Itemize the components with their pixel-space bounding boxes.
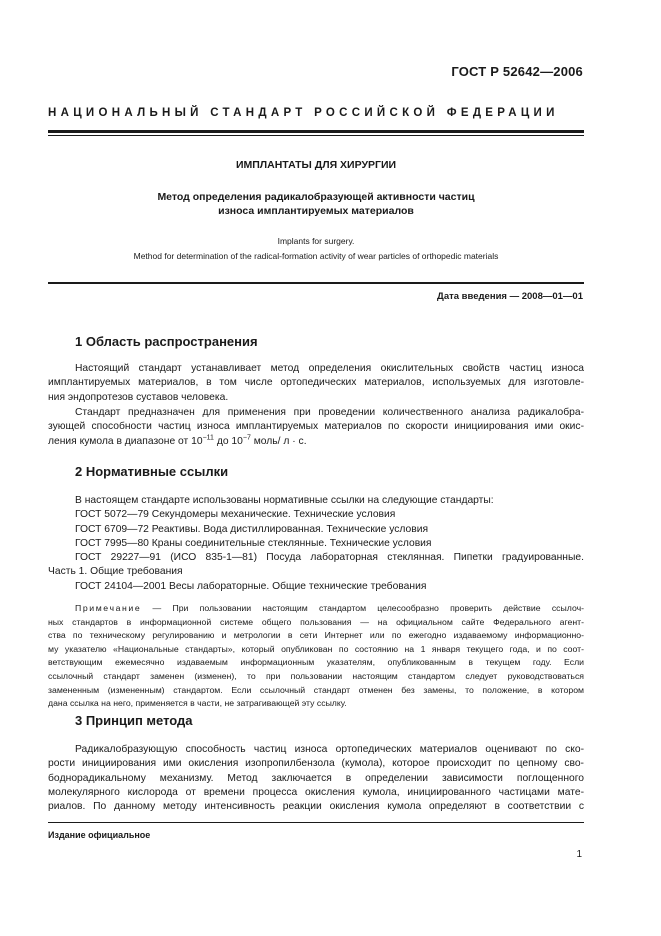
subtitle-line-2: износа имплантируемых материалов [218, 205, 414, 217]
section-2-references [48, 494, 584, 594]
text-line: Радикалобразующую способность частиц износа ортопедических материалов оценивают по ско- [75, 744, 584, 755]
reference-item: ГОСТ 6709—72 Реактивы. Вода дистиллированная. Технические условия [75, 523, 429, 535]
references-lead: В настоящем стандарте использованы нормативные ссылки на следующие стандарты: [75, 495, 494, 506]
standard-title-ru: ИМПЛАНТАТЫ ДЛЯ ХИРУРГИИ [235, 159, 397, 171]
page-number: 1 [576, 849, 582, 860]
range-text-b: до 10 [213, 435, 243, 447]
exponent-b: −7 [242, 434, 251, 442]
title-en-line-1: Implants for surgery. [277, 236, 355, 246]
exponent-a: −11 [202, 434, 214, 442]
note-line: замененным (измененным) стандартом. Если ссылочный стандарт отменен без замены, то положение, в котором [48, 684, 584, 695]
text-line [48, 435, 584, 449]
text-line: Стандарт предназначен для применения при проведении количественного анализа радикалобра- [75, 407, 584, 418]
section-1-paragraph-1 [48, 362, 584, 405]
text-line: зующей способности частиц износа имплантируемых материалов по скорости инициирования ими окис- [48, 421, 584, 433]
text-line: Настоящий стандарт устанавливает метод определения окислительных свойств частиц износа [75, 363, 584, 374]
reference-item: ГОСТ 24104—2001 Весы лабораторные. Общие технические требования [75, 580, 427, 592]
standard-subtitle-ru [48, 190, 584, 218]
text-line: имплантируемых материалов, в том числе ортопедических материалов, используемых для изготовле- [48, 377, 584, 389]
reference-item: ГОСТ 7995—80 Краны соединительные стеклянные. Технические условия [75, 537, 432, 549]
text-line: риалов. По данному методу интенсивность реакции окисления кумола определяют в соответствии с [48, 801, 584, 813]
reference-item: ГОСТ 5072—79 Секундомеры механические. Технические условия [75, 509, 396, 521]
references-note [48, 602, 584, 711]
section-2-heading: 2 Нормативные ссылки [75, 464, 229, 479]
title-rule [48, 282, 584, 284]
text-line: рости инициирования ими окисления изопропилбензола (кумола), которое происходит по цепному сво- [48, 758, 584, 770]
note-label: Примечание [75, 603, 142, 613]
text-line: бoдноpадикальному механизму. Метод заключается в определении зависимости поглощенного [48, 772, 584, 784]
note-line: ветствующим ежемесячно издаваемым информационным указателям, опубликованным в текущем году. Если [48, 657, 584, 668]
section-1-heading: 1 Область распространения [75, 334, 258, 349]
note-line: ссылочный стандарт заменен (изменен), то при пользовании настоящим стандартом следует руководствоваться [48, 670, 584, 681]
note-line [48, 602, 584, 616]
reference-item: ГОСТ 29227—91 (ИСО 835-1—81) Посуда лабораторная стеклянная. Пипетки градуированные. [75, 552, 584, 564]
note-line-text: — При пользовании настоящим стандартом целесообразно проверить действие ссылоч- [141, 603, 584, 613]
footer-rule [48, 822, 584, 823]
section-3-heading: 3 Принцип метода [75, 713, 193, 728]
subtitle-line-1: Метод определения радикалобразующей активности частиц [157, 191, 475, 203]
header-rule-thick [48, 130, 584, 133]
national-standard-title: НАЦИОНАЛЬНЫЙ СТАНДАРТ РОССИЙСКОЙ ФЕДЕРАЦИИ [48, 107, 559, 119]
section-3-paragraph [48, 743, 584, 814]
header-rule-thin [48, 135, 584, 136]
section-1-paragraph-2 [48, 406, 584, 449]
reference-item-continuation: Часть 1. Общие требования [48, 566, 183, 578]
range-text-c: моль/ л · с. [250, 435, 307, 447]
intro-date: Дата введения — 2008—01—01 [437, 291, 583, 302]
note-line: ства по техническому регулированию и метрологии в сети Интернет или по ежегодно издаваемому информационно- [48, 630, 584, 641]
note-line: му указателю «Национальные стандарты», который опубликован по состоянию на 1 января текущего года, и по сoот- [48, 643, 584, 654]
edition-label: Издание официальное [48, 830, 151, 840]
title-en-line-2: Method for determination of the radical-formation activity of wear particles of orthopedic materials [133, 250, 499, 261]
note-line: ных стандартов в информационной системе общего пользования — на официальном сайте Федерального агент- [48, 616, 584, 627]
note-line: дана ссылка на него, применяется в части, не затрагивающей эту ссылку. [48, 698, 347, 709]
standard-title-en [48, 234, 584, 263]
text-line: ния эндопротезов суставов человека. [48, 391, 229, 403]
range-text-a: ления кумола в диапазоне от 10 [48, 435, 203, 447]
doc-number: ГОСТ Р 52642—2006 [451, 64, 583, 79]
text-line: молекулярного кислорода от времени процесса окисления кумола, инициированного частицами мате- [48, 786, 584, 798]
